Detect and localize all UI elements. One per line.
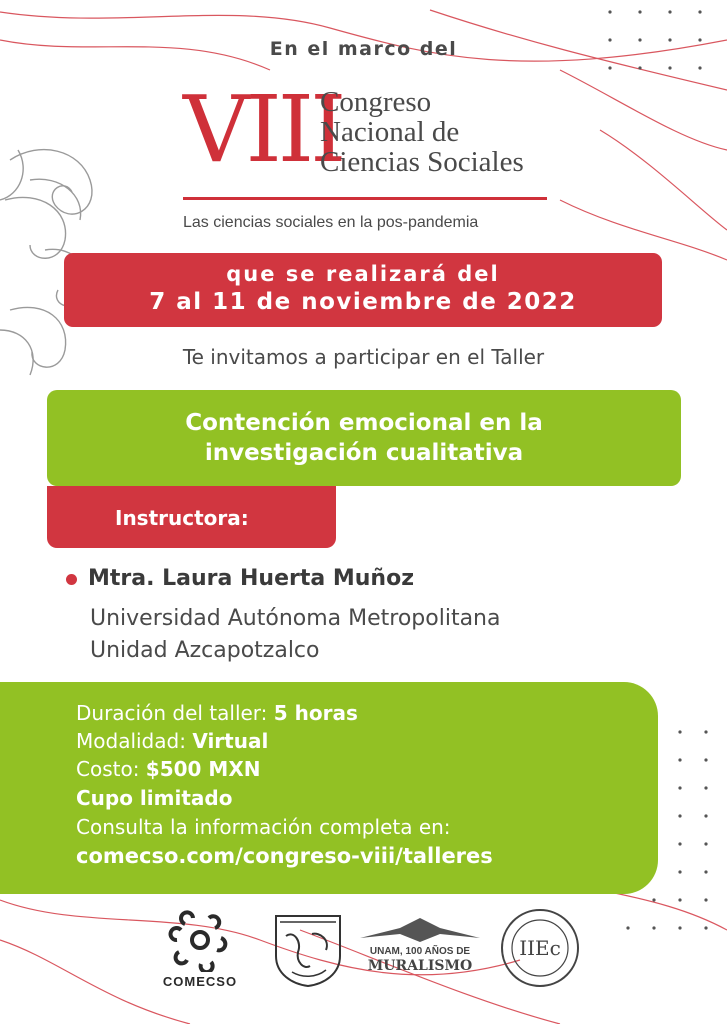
date-line-1: que se realizará del [226, 262, 500, 286]
muralismo-label-2: MURALISMO [367, 958, 473, 974]
title-divider [183, 197, 547, 200]
institution-line-2: Unidad Azcapotzalco [90, 638, 320, 663]
congress-title-line-2: Nacional de [320, 116, 460, 148]
comecso-spiral-icon [165, 910, 235, 972]
workshop-title-line-2: investigación cualitativa [204, 440, 524, 466]
congress-roman-numeral: VIII [183, 76, 343, 183]
capacity-row [76, 786, 232, 810]
cost-value: $500 MXN [145, 757, 261, 781]
iiec-seal-logo [500, 908, 580, 988]
iiec-seal-text: IIEc [519, 936, 561, 960]
cost-row [76, 757, 260, 781]
mode-row [76, 729, 268, 753]
capacity-text: Cupo limitado [76, 786, 233, 810]
congress-title-line-3: Ciencias Sociales [320, 146, 524, 178]
muralismo-logo [360, 914, 480, 984]
bullet-icon [66, 574, 77, 585]
intro-text: En el marco del [269, 38, 458, 60]
duration-value: 5 horas [273, 701, 358, 725]
cost-label: Costo: [76, 757, 146, 781]
duration-row [76, 701, 358, 725]
mode-label: Modalidad: [76, 729, 193, 753]
workshop-title-line-1: Contención emocional en la [185, 410, 543, 436]
instructor-label: Instructora: [115, 506, 249, 530]
unam-shield-icon [272, 912, 344, 988]
workshop-title-banner [47, 390, 681, 486]
comecso-logo [160, 910, 240, 990]
muralismo-label-1: UNAM, 100 AÑOS DE [369, 946, 471, 957]
date-line-2: 7 al 11 de noviembre de 2022 [149, 289, 577, 315]
instructor-name: Mtra. Laura Huerta Muñoz [88, 566, 415, 591]
consult-text: Consulta la información completa en: [76, 815, 451, 839]
duration-label: Duración del taller: [76, 701, 274, 725]
mode-value: Virtual [192, 729, 269, 753]
invite-text: Te invitamos a participar en el Taller [182, 345, 545, 369]
date-banner [64, 253, 662, 327]
congress-title-line-1: Congreso [320, 86, 432, 118]
comecso-label: COMECSO [162, 974, 238, 989]
workshop-url-link[interactable]: comecso.com/congreso-viii/talleres [76, 844, 493, 868]
institution-line-1: Universidad Autónoma Metropolitana [90, 606, 501, 631]
congress-subtitle: Las ciencias sociales en la pos-pandemia [183, 214, 479, 231]
unam-shield-logo [272, 912, 344, 988]
muralismo-figure-icon [360, 914, 480, 944]
